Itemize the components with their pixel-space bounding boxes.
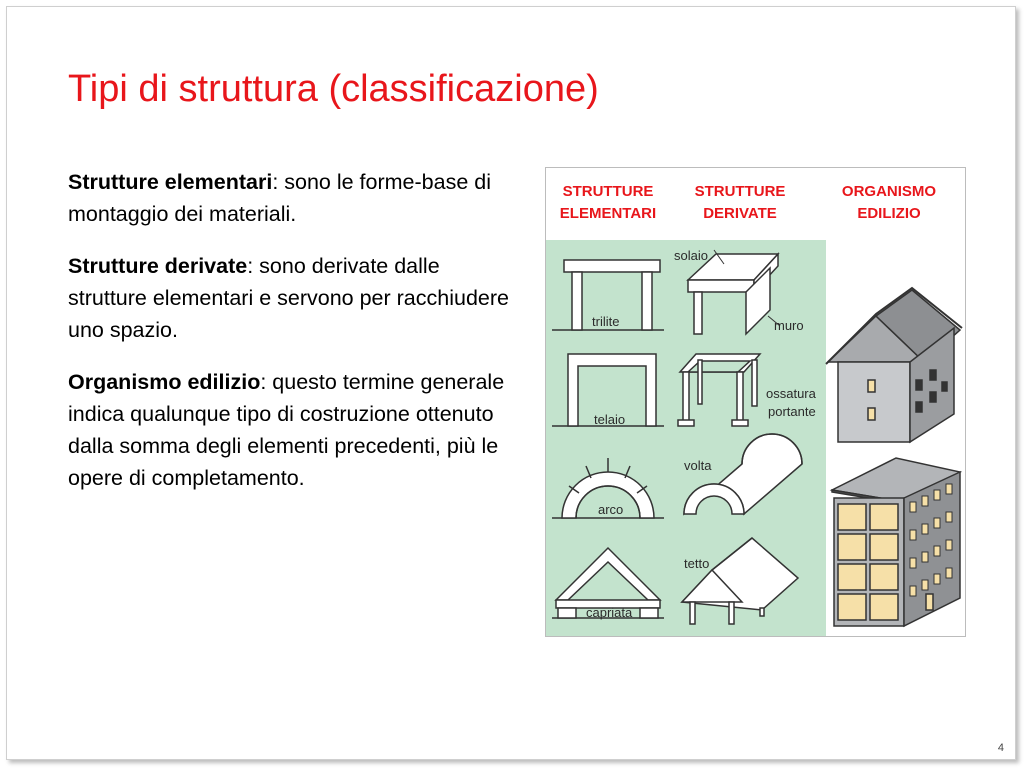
paragraph-organismo-edilizio (68, 366, 518, 494)
header-strutture-derivate-2: DERIVATE (703, 205, 777, 222)
page-number: 4 (997, 742, 1004, 754)
structure-types-figure (545, 167, 966, 637)
label-muro: muro (774, 318, 804, 333)
label-telaio: telaio (594, 412, 626, 427)
term-strutture-derivate: Strutture derivate (68, 254, 248, 278)
header-strutture-derivate-1: STRUTTURE (694, 183, 786, 200)
structure-types-illustration (546, 168, 965, 636)
label-ossatura: ossatura (766, 386, 816, 401)
house-illustration (826, 288, 962, 442)
label-solaio: solaio (674, 248, 708, 263)
paragraph-strutture-derivate (68, 250, 518, 346)
paragraph-strutture-elementari (68, 166, 518, 230)
label-capriata: capriata (586, 605, 633, 620)
label-volta: volta (684, 458, 712, 473)
column-headers (560, 183, 937, 222)
header-organismo-edilizio-2: EDILIZIO (857, 205, 921, 222)
slide-title: Tipi di struttura (classificazione) (68, 68, 599, 110)
body-text (68, 166, 518, 514)
label-arco: arco (598, 502, 624, 517)
label-tetto: tetto (684, 556, 710, 571)
label-portante: portante (768, 404, 816, 419)
building-illustration (832, 458, 960, 626)
header-organismo-edilizio-1: ORGANISMO (841, 183, 937, 200)
term-strutture-elementari: Strutture elementari (68, 170, 273, 194)
definition-organismo-edilizio: : questo termine generale indica qualunque tipo di costruzione ottenuto dalla somma degli elementi precedenti, più le opere di completamento. (68, 370, 505, 490)
definition-strutture-derivate: : sono derivate dalle strutture elementari e servono per racchiudere uno spazio. (68, 254, 509, 342)
header-strutture-elementari-1: STRUTTURE (562, 183, 654, 200)
label-trilite: trilite (592, 314, 620, 329)
term-organismo-edilizio: Organismo edilizio (68, 370, 261, 394)
header-strutture-elementari-2: ELEMENTARI (559, 205, 657, 222)
definition-strutture-elementari: : sono le forme-base di montaggio dei materiali. (68, 170, 492, 226)
